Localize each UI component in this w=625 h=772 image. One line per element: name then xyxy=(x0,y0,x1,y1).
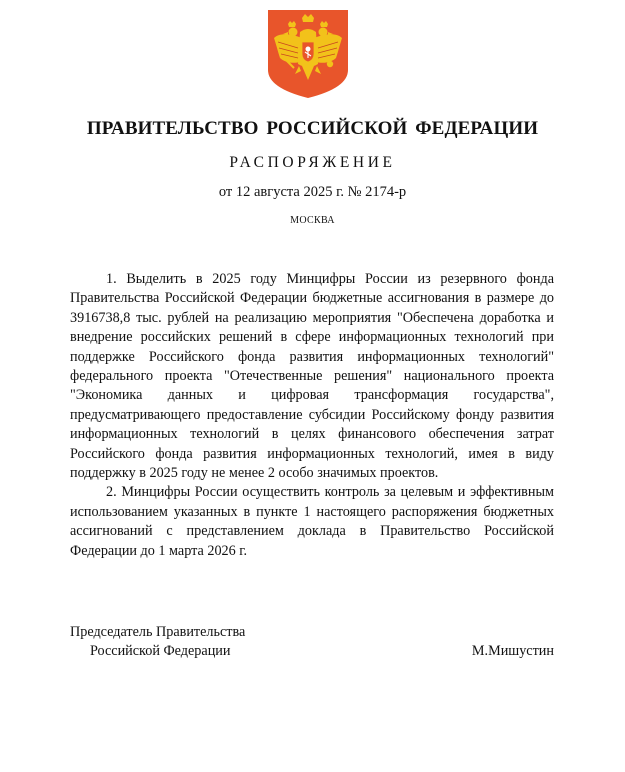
signatory-name: М.Мишустин xyxy=(471,643,554,660)
signatory-position: Председатель Правительства xyxy=(70,624,246,640)
government-title: ПРАВИТЕЛЬСТВО РОССИЙСКОЙ ФЕДЕРАЦИИ xyxy=(86,118,539,139)
document-body xyxy=(70,270,554,561)
document-city: МОСКВА xyxy=(290,215,335,226)
signature-block xyxy=(70,623,554,662)
russian-coat-of-arms-icon xyxy=(266,8,350,100)
paragraph-1: 1. Выделить в 2025 году Минцифры России из резервного фонда Правительства Российской Федерации бюджетные ассигнования в размере до 3916738,8 тыс. рублей на реализацию мероприятия "Обеспечена доработка и внедрение российских решений в сфере информационных технологий при поддержке Российского фонда развития информационных технологий" федерального проекта "Отечественные решения" национального проекта "Экономика данных и цифровая трансформация государства", предусматривающего предоставление субсидии Российскому фонду развития информационных технологий в целях финансового обеспечения затрат Российского фонда развития информационных технологий, имея в виду поддержку в 2025 году не менее 2 особо значимых проектов. xyxy=(70,271,554,482)
paragraph-2: 2. Минцифры России осуществить контроль за целевым и эффективным использованием указанных в пункте 1 настоящего распоряжения бюджетных ассигнований с представлением доклада в Правительство Российской Федерации до 1 марта 2026 г. xyxy=(70,484,554,559)
document-type: РАСПОРЯЖЕНИЕ xyxy=(229,154,396,171)
document-date-number: от 12 августа 2025 г. № 2174-р xyxy=(218,184,407,200)
signatory-organization: Российской Федерации xyxy=(90,643,231,660)
